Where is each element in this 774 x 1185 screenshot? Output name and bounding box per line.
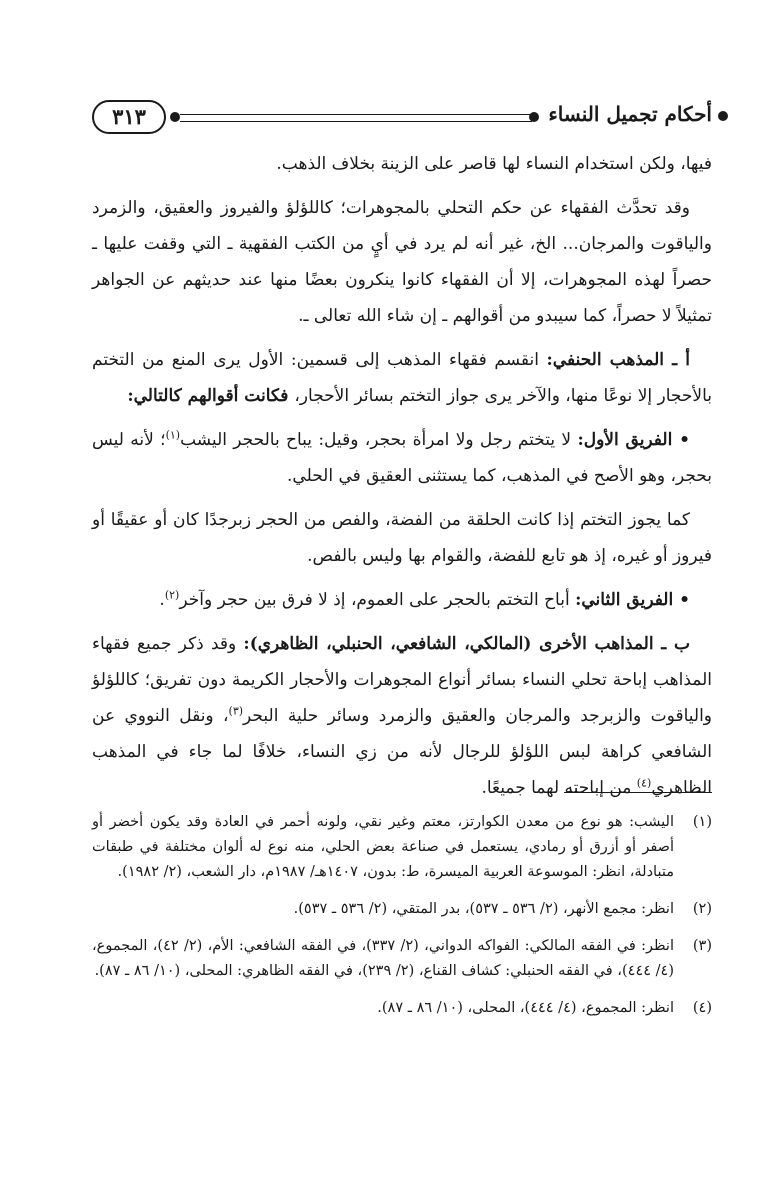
paragraph-other-schools (92, 626, 712, 806)
footnote-number: (١) (692, 814, 712, 830)
running-title: أحكام تجميل النساء (548, 102, 712, 126)
paragraph-text: أباح التختم بالحجر على العموم، إذ لا فرق بين حجر وآخر (179, 590, 576, 610)
rule-end-dot-icon (170, 112, 180, 122)
footnote-item (92, 996, 712, 1021)
book-page (92, 0, 712, 1185)
page-number: ٣١٣ (92, 100, 166, 134)
section-heading-other-schools: ب ـ المذاهب الأخرى (المالكي، الشافعي، الحنبلي، الظاهري): (243, 634, 690, 654)
paragraph-ring-rules: كما يجوز التختم إذا كانت الحلقة من الفضة، والفص من الحجر زبرجدًا كان أو عقيقًا أو فيروز أو غيره، إذ هو تابع للفضة، والقوام بها وليس بالفص. (92, 510, 712, 566)
footnotes (92, 810, 712, 1033)
group-one-label: • الفريق الأول: (577, 430, 690, 450)
header-bullet-icon (718, 111, 728, 121)
footnote-item (92, 810, 712, 885)
paragraph-hanafi (92, 342, 712, 414)
footnote-number: (٢) (692, 901, 712, 917)
paragraph-text: لا يتختم رجل ولا امرأة بحجر، وقيل: يباح بالحجر اليشب (180, 430, 578, 450)
running-header (92, 98, 712, 138)
footnote-divider (564, 792, 712, 793)
footnote-text: انظر: المجموع، (٤/ ٤٤٤)، المحلى، (١٠/ ٨٦ ـ ٨٧). (377, 1000, 674, 1016)
paragraph-group-one (92, 422, 712, 494)
footnote-text: اليشب: هو نوع من معدن الكوارتز، معتم وغير نقي، ولونه أحمر في العادة وقد يكون أخضر أو أصفر أو أزرق أو رمادي، يستعمل في صناعة بعض الحلي، منه نوع له ألوان مختلفة في طبقات متبادلة، انظر: الموسوعة العربية الميسرة، ط: بدون، ١٤٠٧هـ/ ١٩٨٧م، دار الشعب، (٢/ ١٩٨٢). (92, 814, 674, 880)
footnote-ref-1[interactable]: (١) (165, 428, 181, 442)
footnote-ref-2[interactable]: (٢) (164, 588, 180, 602)
paragraph-continuation: فيها، ولكن استخدام النساء لها قاصر على الزينة بخلاف الذهب. (276, 154, 712, 174)
footnote-text: انظر: مجمع الأنهر، (٢/ ٥٣٦ ـ ٥٣٧)، بدر المتقي، (٢/ ٥٣٦ ـ ٥٣٧). (293, 901, 674, 917)
paragraph-text: من إباحته لهما جميعًا. (481, 778, 637, 798)
main-text (92, 146, 712, 806)
footnote-number: (٣) (692, 938, 712, 954)
footnote-text: انظر: في الفقه المالكي: الفواكه الدواني، (٢/ ٣٣٧)، في الفقه الشافعي: الأم، (٢/ ٤٢)، المجموع، (٤/ ٤٤٤)، في الفقه الحنبلي: كشاف القناع، (٢/ ٢٣٩)، في الفقه الظاهري: المحلى، (١٠/ ٨٦ ـ ٨٧). (92, 938, 674, 979)
footnote-ref-4[interactable]: (٤) (636, 776, 652, 790)
footnote-item (92, 934, 712, 984)
paragraph-text: انقسم فقهاء المذهب إلى قسمين: الأول يرى المنع من التختم بالأحجار إلا نوعًا منها، والآخر يرى جواز التختم بسائر الأحجار، (92, 350, 712, 406)
paragraph-group-two (92, 582, 712, 618)
section-heading-hanafi: أ ـ المذهب الحنفي: (546, 350, 690, 370)
paragraph-jewels: وقد تحدَّث الفقهاء عن حكم التحلي بالمجوهرات؛ كاللؤلؤ والفيروز والعقيق، والزمرد والياقوت والمرجان... الخ، غير أنه لم يرد في أيٍ من الكتب الفقهية ـ التي وقفت عليها ـ حصراً لهذه المجوهرات، إلا أن الفقهاء كانوا ينكرون بعضًا منها عند حديثهم عن الجواهر تمثيلاً لا حصراً، كما سيبدو من أقوالهم ـ إن شاء الله تعالى ـ. (92, 198, 712, 326)
group-two-label: • الفريق الثاني: (575, 590, 690, 610)
header-rule (180, 114, 532, 122)
paragraph-text: ، ونقل النووي عن الشافعي كراهة لبس اللؤلؤ للرجال لأنه من زي النساء، خلافًا لما جاء في المذهب الظاهري (92, 706, 712, 798)
footnote-ref-3[interactable]: (٣) (228, 704, 244, 718)
paragraph-text: ؛ لأنه ليس بحجر، وهو الأصح في المذهب، كما يستثنى العقيق في الحلي. (92, 430, 712, 486)
footnote-number: (٤) (692, 1000, 712, 1016)
footnote-item (92, 897, 712, 922)
paragraph-text: وقد ذكر جميع فقهاء المذاهب إباحة تحلي النساء بسائر أنواع المجوهرات والأحجار الكريمة دون تفريق؛ كاللؤلؤ والياقوت والزبرجد والمرجان والعقيق والزمرد وسائر حلية البحر (92, 634, 712, 726)
paragraph-text: . (159, 590, 165, 610)
paragraph-bold-tail: فكانت أقوالهم كالتالي: (127, 386, 295, 406)
